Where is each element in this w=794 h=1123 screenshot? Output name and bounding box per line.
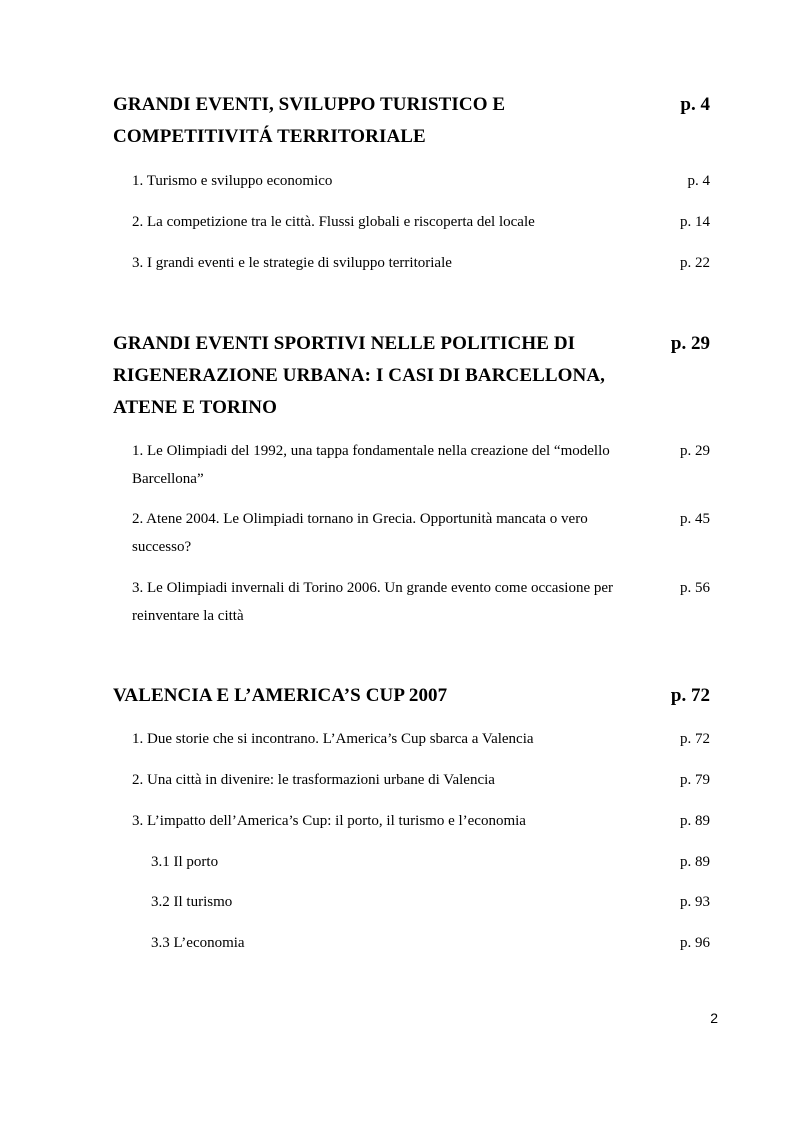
section-2-entry-1-page: p. 29 bbox=[680, 443, 710, 459]
section-2-title-line-2: RIGENERAZIONE URBANA: I CASI DI BARCELLONA, bbox=[113, 365, 606, 386]
section-1-title-line-1: GRANDI EVENTI, SVILUPPO TURISTICO E bbox=[113, 94, 506, 115]
section-2-entry-1: 1. Le Olimpiadi del 1992, una tappa fondamentale nella creazione del “modello Barcellona” bbox=[132, 443, 610, 487]
section-1-entry-3: 3. I grandi eventi e le strategie di sviluppo territoriale bbox=[132, 255, 452, 271]
section-3-subentry-3-page: p. 96 bbox=[680, 935, 710, 951]
section-3-entry-1-page: p. 72 bbox=[680, 731, 710, 747]
section-2-title-line-1: GRANDI EVENTI SPORTIVI NELLE POLITICHE DI bbox=[113, 333, 576, 354]
section-3-title-line-1: VALENCIA E L’AMERICA’S CUP 2007 bbox=[113, 685, 448, 706]
section-2-entry-3: 3. Le Olimpiadi invernali di Torino 2006. Un grande evento come occasione per reinventare la città bbox=[132, 580, 614, 624]
section-2-title-line-3: ATENE E TORINO bbox=[113, 397, 278, 418]
section-1-page: p. 4 bbox=[680, 94, 710, 115]
section-1-entry-1-page: p. 4 bbox=[687, 173, 710, 189]
section-3-subentry-1-page: p. 89 bbox=[680, 854, 710, 870]
section-3-entry-2-page: p. 79 bbox=[680, 772, 710, 788]
section-1-entry-1: 1. Turismo e sviluppo economico bbox=[132, 173, 333, 189]
section-2-entry-2: 2. Atene 2004. Le Olimpiadi tornano in Grecia. Opportunità mancata o vero successo? bbox=[132, 511, 588, 555]
section-2-page: p. 29 bbox=[670, 333, 710, 354]
section-2-entry-2-page: p. 45 bbox=[680, 511, 710, 527]
section-3-subentry-2-page: p. 93 bbox=[680, 894, 710, 910]
section-3-subentry-3: 3.3 L’economia bbox=[151, 935, 245, 951]
section-3-subentry-1: 3.1 Il porto bbox=[151, 854, 219, 870]
section-1-entry-3-page: p. 22 bbox=[680, 255, 710, 271]
section-3-subentry-2: 3.2 Il turismo bbox=[151, 894, 233, 910]
section-3-entry-1: 1. Due storie che si incontrano. L’America’s Cup sbarca a Valencia bbox=[132, 731, 534, 747]
section-3-page: p. 72 bbox=[670, 685, 710, 706]
section-1-entry-2: 2. La competizione tra le città. Flussi globali e riscoperta del locale bbox=[132, 214, 535, 230]
page-number: 2 bbox=[710, 1010, 718, 1026]
section-3-entry-3: 3. L’impatto dell’America’s Cup: il porto, il turismo e l’economia bbox=[132, 813, 526, 829]
section-3-entry-3-page: p. 89 bbox=[680, 813, 710, 829]
section-1-title-line-2: COMPETITIVITÁ TERRITORIALE bbox=[113, 126, 426, 147]
section-3-entry-2: 2. Una città in divenire: le trasformazioni urbane di Valencia bbox=[132, 772, 495, 788]
section-1-entry-2-page: p. 14 bbox=[680, 214, 710, 230]
section-2-entry-3-page: p. 56 bbox=[680, 580, 710, 596]
